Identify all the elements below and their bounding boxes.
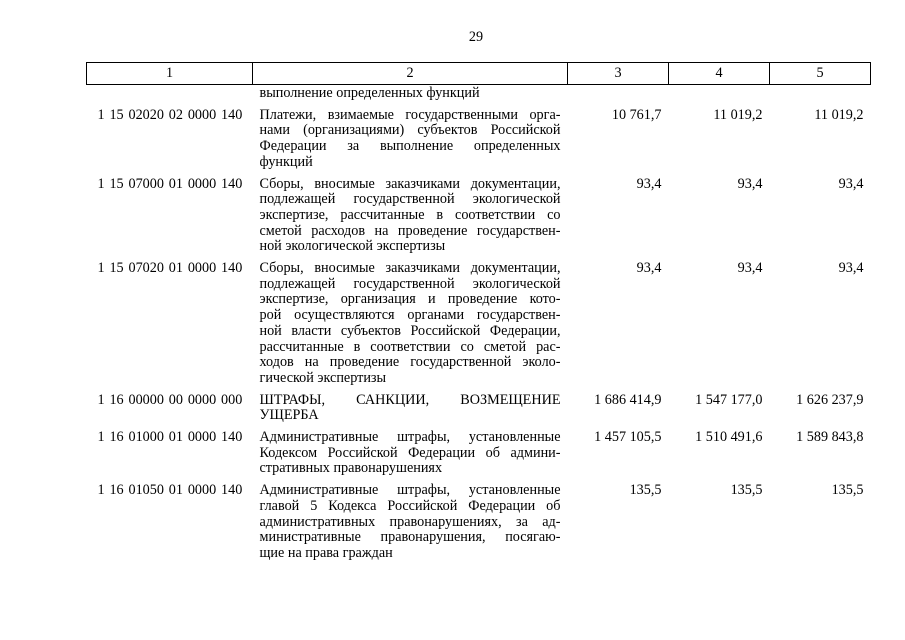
code-cell (87, 85, 253, 102)
table-row (87, 171, 871, 256)
description-line: рассчитанные в соответствии со сметой рас- (259, 338, 561, 355)
table-row (87, 85, 871, 102)
description-line: министративные правонарушения, посягаю- (259, 529, 561, 546)
description-line: сметой расходов на проведение государствен- (259, 222, 561, 239)
description-line: УЩЕРБА (259, 407, 319, 424)
table-row (87, 424, 871, 477)
table-row (87, 387, 871, 424)
description-line: стративных правонарушениях (259, 460, 443, 477)
code-cell: 1 16 01000 01 0000 140 (97, 429, 243, 446)
description-line: Платежи, взимаемые государственными орга- (259, 106, 561, 123)
table-body (87, 63, 871, 562)
code-cell: 1 15 02020 02 0000 140 (97, 106, 243, 123)
description-line: Кодексом Российской Федерации об админи- (259, 444, 561, 461)
description-line: Сборы, вносимые заказчиками документации, (259, 175, 561, 192)
description-line: ной власти субъектов Российской Федерации, (259, 322, 561, 339)
table-row (87, 255, 871, 387)
description-line: рой осуществляются органами государствен- (259, 307, 561, 324)
value-col4-cell: 135,5 (730, 482, 763, 499)
description-cell (253, 102, 568, 171)
value-col4-cell: 1 547 177,0 (695, 391, 763, 408)
description-line: Федерации за выполнение определенных (259, 138, 561, 155)
value-col5-cell: 135,5 (831, 482, 864, 499)
value-col4-cell: 11 019,2 (713, 106, 763, 123)
value-col5-cell: 1 626 237,9 (796, 391, 864, 408)
code-cell: 1 15 07000 01 0000 140 (97, 175, 243, 192)
value-col5-cell: 93,4 (838, 260, 864, 277)
description-cell (253, 424, 568, 477)
code-cell: 1 15 07020 01 0000 140 (97, 260, 243, 277)
table-row (87, 102, 871, 171)
column-header-4: 4 (669, 63, 770, 85)
column-header-1: 1 (87, 63, 253, 85)
description-cell (253, 85, 568, 102)
value-col4-cell: 93,4 (737, 175, 763, 192)
column-header-5: 5 (770, 63, 871, 85)
page-number: 29 (468, 29, 484, 45)
description-line: экспертизе, рассчитанные в соответствии со (259, 206, 561, 223)
value-col3-cell: 135,5 (629, 482, 662, 499)
description-line: нами (организациями) субъектов Российской (259, 122, 561, 139)
description-line: выполнение определенных функций (259, 85, 480, 101)
value-col5-cell: 1 589 843,8 (796, 429, 864, 446)
description-line: ходов на проведение государственной эколо- (259, 354, 561, 371)
description-line: административных правонарушениях, за ад- (259, 513, 561, 530)
code-cell: 1 16 00000 00 0000 000 (97, 391, 243, 408)
value-col3-cell: 10 761,7 (611, 106, 662, 123)
value-col5-cell: 93,4 (838, 175, 864, 192)
description-line: ШТРАФЫ, САНКЦИИ, ВОЗМЕЩЕНИЕ (259, 391, 561, 408)
description-line: гической экспертизы (259, 369, 387, 386)
description-line: Административные штрафы, установленные (259, 482, 561, 499)
value-col4-cell: 93,4 (737, 260, 763, 277)
description-line: Сборы, вносимые заказчиками документации, (259, 260, 561, 277)
value-col5-cell (770, 85, 871, 102)
value-col3-cell: 93,4 (636, 260, 662, 277)
code-cell: 1 16 01050 01 0000 140 (97, 482, 243, 499)
description-cell (253, 477, 568, 562)
description-line: функций (259, 153, 313, 170)
description-line: подлежащей государственной экологической (259, 275, 561, 292)
description-cell (253, 255, 568, 387)
description-line: экспертизе, организация и проведение кото- (259, 291, 561, 308)
value-col3-cell: 1 686 414,9 (594, 391, 662, 408)
revenue-table (86, 62, 871, 562)
description-cell (253, 387, 568, 424)
value-col4-cell: 1 510 491,6 (695, 429, 763, 446)
description-line: главой 5 Кодекса Российской Федерации об (259, 497, 561, 514)
description-line: ной экологической экспертизы (259, 238, 446, 255)
value-col3-cell: 1 457 105,5 (594, 429, 662, 446)
description-line: Административные штрафы, установленные (259, 429, 561, 446)
description-line: щие на права граждан (259, 544, 393, 561)
table-header-row (87, 63, 871, 85)
value-col3-cell (568, 85, 669, 102)
column-header-2: 2 (253, 63, 568, 85)
column-header-3: 3 (568, 63, 669, 85)
description-line: подлежащей государственной экологической (259, 191, 561, 208)
description-cell (253, 171, 568, 256)
table-row (87, 477, 871, 562)
value-col4-cell (669, 85, 770, 102)
value-col3-cell: 93,4 (636, 175, 662, 192)
value-col5-cell: 11 019,2 (814, 106, 864, 123)
